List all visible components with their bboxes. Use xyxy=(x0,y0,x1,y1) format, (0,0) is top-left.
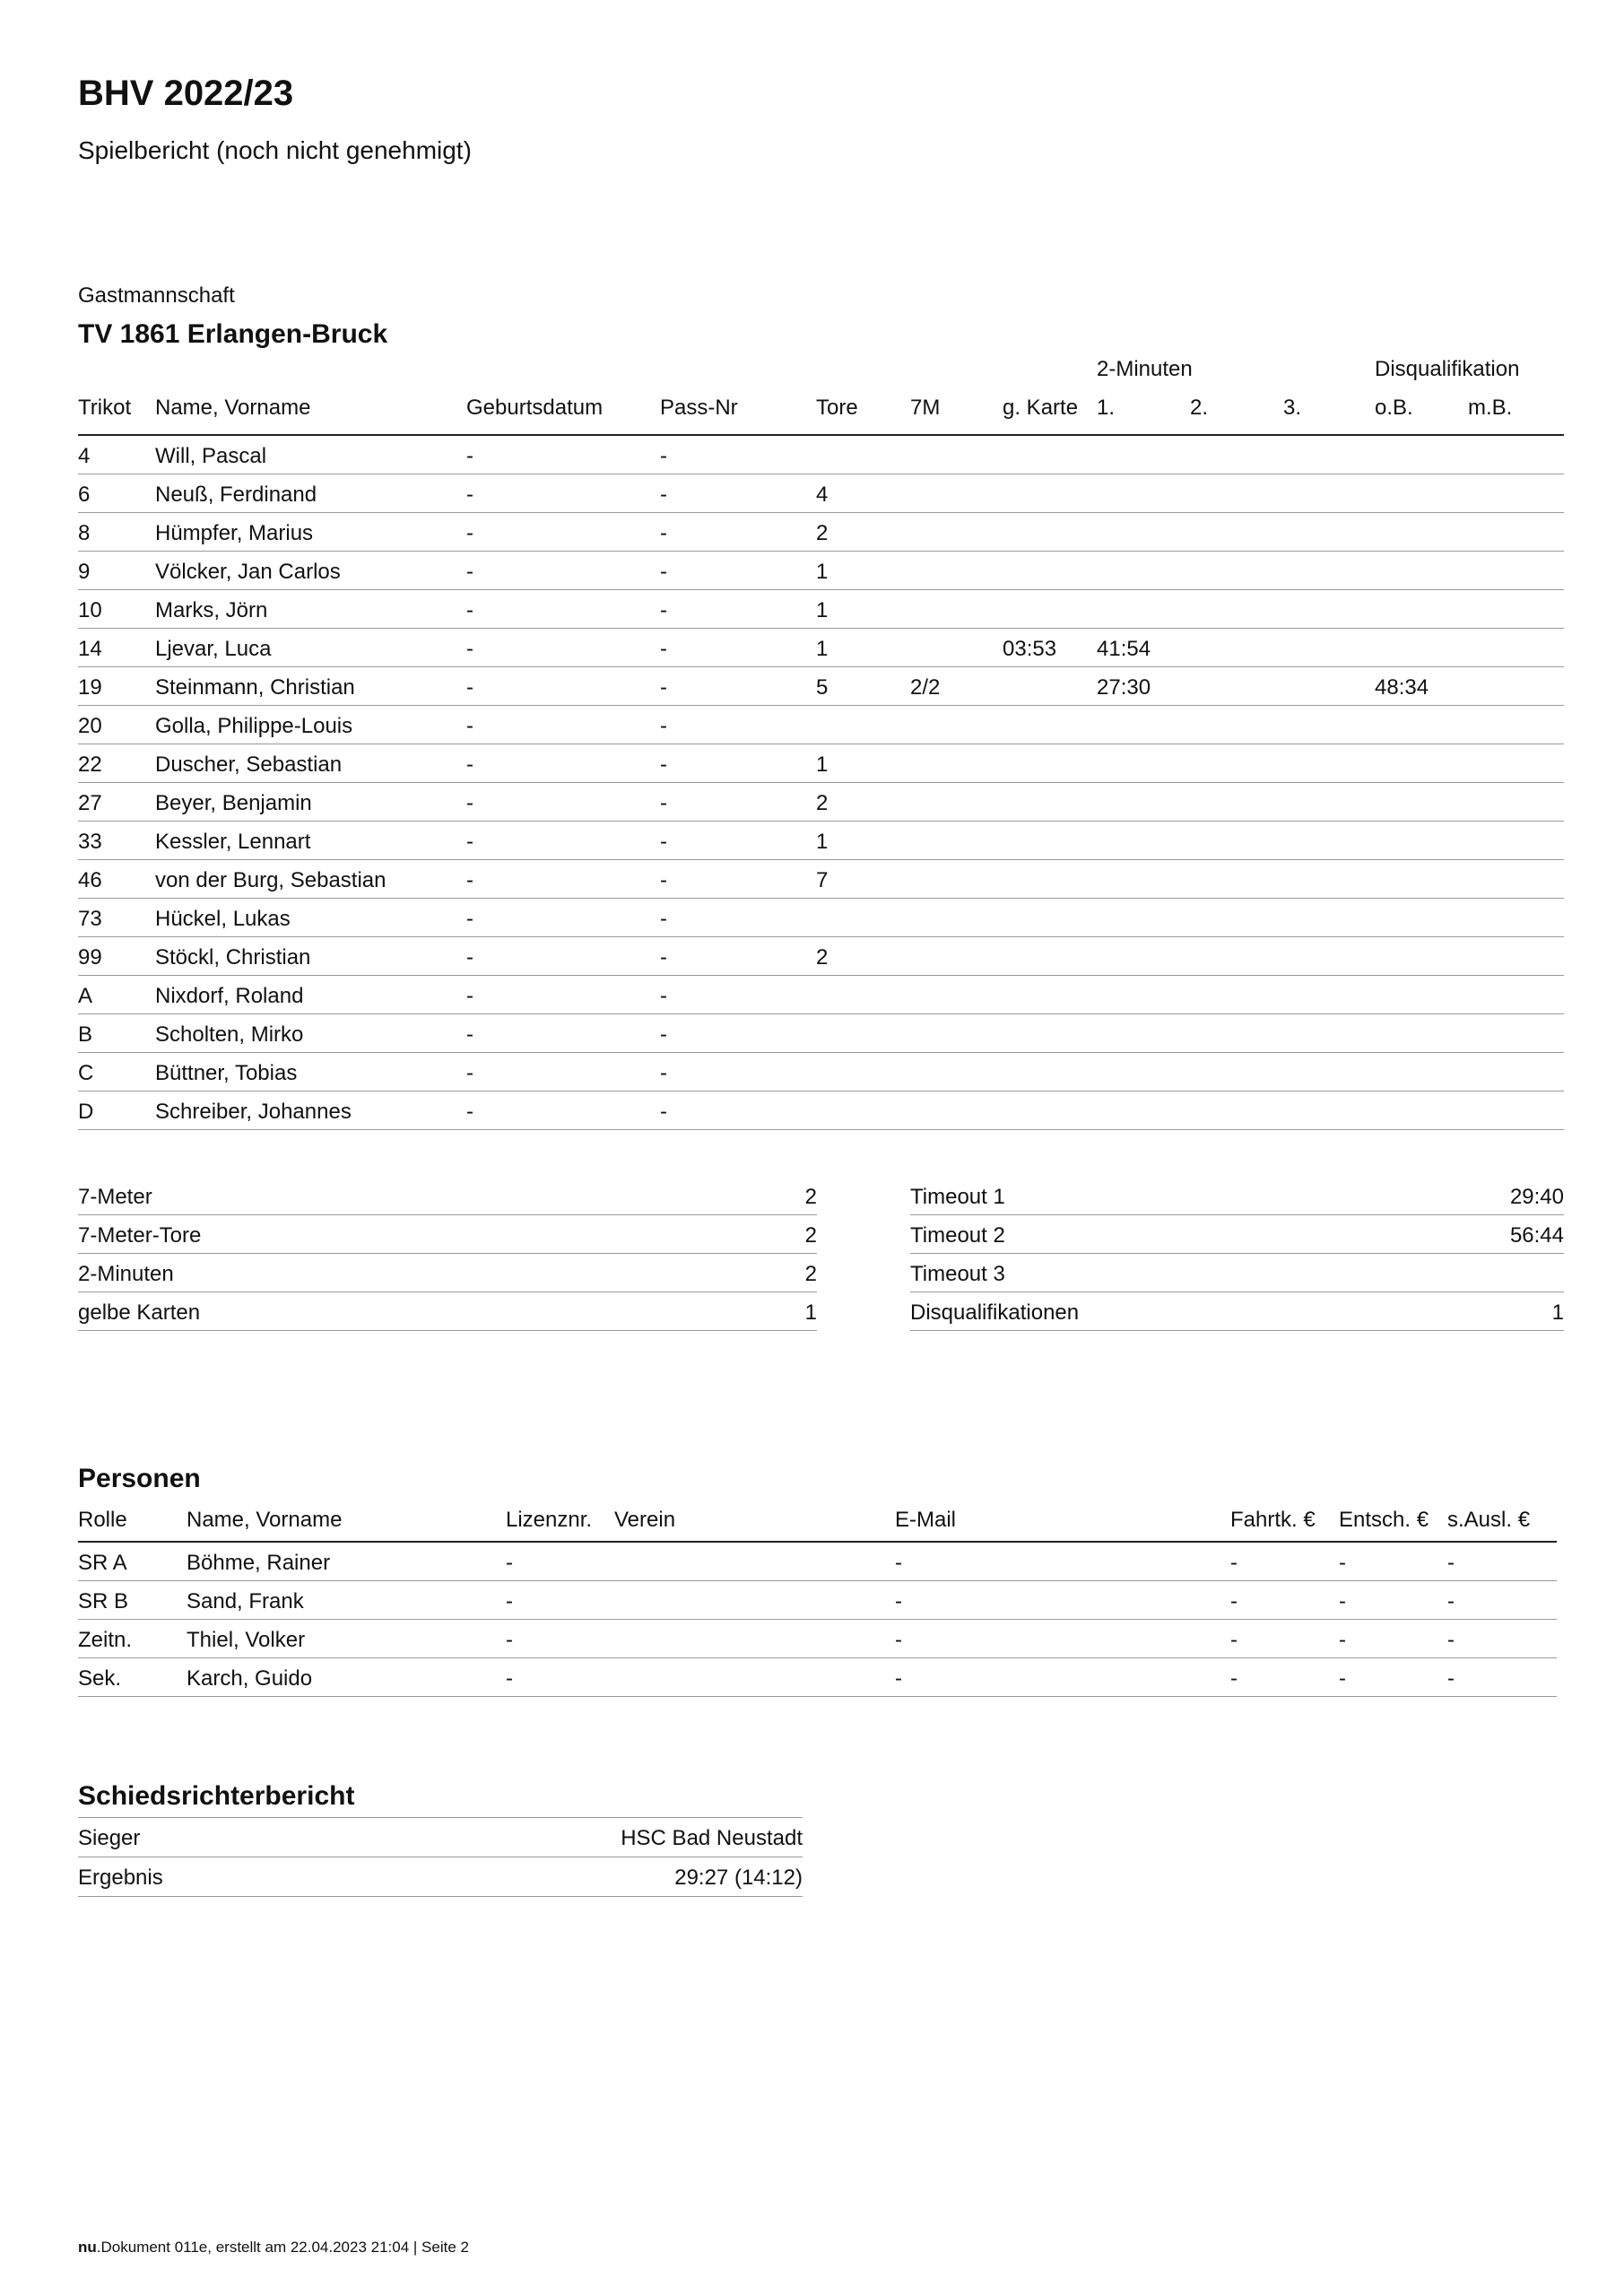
col-header: Tore xyxy=(816,396,858,420)
cell-trikot: A xyxy=(78,984,93,1008)
cell-name: Hückel, Lukas xyxy=(155,907,291,931)
team-caption: Gastmannschaft xyxy=(78,283,235,308)
stat-label: Timeout 1 xyxy=(910,1185,1005,1209)
cell-name: Schreiber, Johannes xyxy=(155,1100,352,1124)
cell-birthdate: - xyxy=(466,907,473,931)
cell-trikot: 20 xyxy=(78,714,102,738)
table-row xyxy=(78,667,1564,706)
stat-label: Timeout 2 xyxy=(910,1223,1005,1248)
cell-birthdate: - xyxy=(466,868,473,892)
report-value: HSC Bad Neustadt xyxy=(621,1826,803,1850)
cell-goals: 1 xyxy=(816,560,829,584)
cell-pass-nr: - xyxy=(660,483,667,507)
cell-name: Völcker, Jan Carlos xyxy=(155,560,341,584)
player-table-header xyxy=(78,395,1564,436)
stat-row xyxy=(78,1177,817,1215)
report-row xyxy=(78,1818,803,1857)
cell-trikot: 46 xyxy=(78,868,102,892)
cell-trikot: 10 xyxy=(78,598,102,622)
cell-trikot: 9 xyxy=(78,560,91,584)
cell-license: - xyxy=(506,1551,513,1575)
table-row xyxy=(78,937,1564,976)
cell-goals: 7 xyxy=(816,868,829,892)
cell-birthdate: - xyxy=(466,945,473,970)
stat-value: 29:40 xyxy=(1509,1185,1564,1209)
cell-trikot: D xyxy=(78,1100,94,1124)
cell-pass-nr: - xyxy=(660,945,667,970)
stat-row xyxy=(78,1292,817,1331)
cell-7m: 2/2 xyxy=(910,675,941,700)
table-row xyxy=(78,822,1564,860)
cell-pass-nr: - xyxy=(660,1022,667,1047)
col-header: o.B. xyxy=(1375,396,1413,420)
cell-birthdate: - xyxy=(466,521,473,545)
cell-name: Steinmann, Christian xyxy=(155,675,355,700)
cell-name: Neuß, Ferdinand xyxy=(155,483,317,507)
cell-birthdate: - xyxy=(466,675,473,700)
report-label: Ergebnis xyxy=(78,1866,163,1890)
cell-compensation: - xyxy=(1339,1666,1346,1691)
table-row xyxy=(78,474,1564,513)
table-row xyxy=(78,899,1564,937)
cell-goals: 2 xyxy=(816,521,829,545)
cell-name: Scholten, Mirko xyxy=(155,1022,304,1047)
group-header-disqualification: Disqualifikation xyxy=(1375,357,1520,381)
cell-pass-nr: - xyxy=(660,598,667,622)
cell-goals: 4 xyxy=(816,483,829,507)
cell-pass-nr: - xyxy=(660,830,667,854)
table-row xyxy=(78,744,1564,783)
cell-name: Will, Pascal xyxy=(155,444,267,468)
cell-trikot: 14 xyxy=(78,637,102,661)
cell-email: - xyxy=(895,1666,902,1691)
table-row xyxy=(78,629,1564,667)
cell-other-expenses: - xyxy=(1447,1589,1455,1613)
cell-birthdate: - xyxy=(466,830,473,854)
cell-birthdate: - xyxy=(466,637,473,661)
cell-trikot: 73 xyxy=(78,907,102,931)
stat-value: 2 xyxy=(804,1185,817,1209)
cell-name: Golla, Philippe-Louis xyxy=(155,714,353,738)
cell-birthdate: - xyxy=(466,483,473,507)
cell-birthdate: - xyxy=(466,1100,473,1124)
col-header: Lizenznr. xyxy=(506,1508,593,1532)
col-header: Trikot xyxy=(78,396,132,420)
stats-left xyxy=(78,1177,817,1331)
stat-row xyxy=(910,1292,1564,1331)
cell-yellow-card: 03:53 xyxy=(1003,637,1057,661)
footer xyxy=(78,2239,469,2257)
stat-value: 2 xyxy=(804,1223,817,1248)
group-header-two-minutes: 2-Minuten xyxy=(1097,357,1193,381)
stats-right xyxy=(910,1177,1564,1331)
col-header: Fahrtk. € xyxy=(1230,1508,1316,1532)
cell-trikot: 27 xyxy=(78,791,102,815)
cell-pass-nr: - xyxy=(660,675,667,700)
col-header: 3. xyxy=(1283,396,1302,420)
cell-trikot: 99 xyxy=(78,945,102,970)
col-header: Name, Vorname xyxy=(155,396,311,420)
stat-row xyxy=(910,1177,1564,1215)
cell-name: Kessler, Lennart xyxy=(155,830,311,854)
cell-birthdate: - xyxy=(466,791,473,815)
col-header: m.B. xyxy=(1468,396,1513,420)
referee-report-heading: Schiedsrichterbericht xyxy=(78,1781,355,1811)
cell-role: Sek. xyxy=(78,1666,122,1691)
persons-rows xyxy=(78,1543,1557,1697)
cell-pass-nr: - xyxy=(660,521,667,545)
cell-trikot: 22 xyxy=(78,752,102,777)
cell-trikot: 33 xyxy=(78,830,102,854)
report-label: Sieger xyxy=(78,1826,141,1850)
col-header: s.Ausl. € xyxy=(1447,1508,1531,1532)
stat-label: Disqualifikationen xyxy=(910,1300,1080,1325)
cell-birthdate: - xyxy=(466,444,473,468)
cell-license: - xyxy=(506,1628,513,1652)
cell-travel-cost: - xyxy=(1230,1551,1238,1575)
report-row xyxy=(78,1857,803,1897)
persons-table xyxy=(78,1500,1557,1697)
table-row xyxy=(78,1581,1557,1620)
cell-name: Marks, Jörn xyxy=(155,598,268,622)
cell-pass-nr: - xyxy=(660,1100,667,1124)
cell-trikot: 6 xyxy=(78,483,91,507)
player-rows xyxy=(78,436,1564,1130)
cell-birthdate: - xyxy=(466,1022,473,1047)
stat-label: 7-Meter-Tore xyxy=(78,1223,202,1248)
cell-goals: 1 xyxy=(816,830,829,854)
cell-pass-nr: - xyxy=(660,1061,667,1085)
col-header: g. Karte xyxy=(1003,396,1079,420)
persons-table-header xyxy=(78,1500,1557,1543)
cell-license: - xyxy=(506,1666,513,1691)
table-row xyxy=(78,1620,1557,1658)
stat-row xyxy=(910,1254,1564,1292)
col-header: 2. xyxy=(1190,396,1209,420)
cell-goals: 1 xyxy=(816,752,829,777)
col-header: Rolle xyxy=(78,1508,127,1532)
stat-value: 56:44 xyxy=(1509,1223,1564,1248)
table-row xyxy=(78,513,1564,552)
table-row xyxy=(78,1543,1557,1581)
cell-trikot: B xyxy=(78,1022,93,1047)
cell-email: - xyxy=(895,1551,902,1575)
cell-birthdate: - xyxy=(466,1061,473,1085)
cell-trikot: C xyxy=(78,1061,94,1085)
col-header: E-Mail xyxy=(895,1508,957,1532)
cell-name: Hümpfer, Marius xyxy=(155,521,314,545)
col-header: Geburtsdatum xyxy=(466,396,604,420)
stat-label: 2-Minuten xyxy=(78,1262,174,1286)
cell-name: von der Burg, Sebastian xyxy=(155,868,386,892)
cell-name: Ljevar, Luca xyxy=(155,637,272,661)
cell-trikot: 4 xyxy=(78,444,91,468)
cell-other-expenses: - xyxy=(1447,1551,1455,1575)
cell-name: Stöckl, Christian xyxy=(155,945,311,970)
cell-role: SR B xyxy=(78,1589,129,1613)
cell-email: - xyxy=(895,1589,902,1613)
cell-pass-nr: - xyxy=(660,444,667,468)
cell-trikot: 19 xyxy=(78,675,102,700)
report-value: 29:27 (14:12) xyxy=(674,1866,803,1890)
col-header: Name, Vorname xyxy=(187,1508,343,1532)
cell-name: Thiel, Volker xyxy=(187,1628,306,1652)
col-header: 7M xyxy=(910,396,941,420)
cell-goals: 5 xyxy=(816,675,829,700)
cell-other-expenses: - xyxy=(1447,1666,1455,1691)
cell-disq-ob: 48:34 xyxy=(1375,675,1429,700)
document-title: BHV 2022/23 xyxy=(78,74,294,113)
cell-name: Karch, Guido xyxy=(187,1666,313,1691)
cell-pass-nr: - xyxy=(660,868,667,892)
cell-travel-cost: - xyxy=(1230,1628,1238,1652)
cell-2min-1: 41:54 xyxy=(1097,637,1151,661)
cell-birthdate: - xyxy=(466,752,473,777)
cell-name: Duscher, Sebastian xyxy=(155,752,343,777)
cell-compensation: - xyxy=(1339,1589,1346,1613)
cell-trikot: 8 xyxy=(78,521,91,545)
table-row xyxy=(78,706,1564,744)
persons-heading: Personen xyxy=(78,1464,201,1493)
table-row xyxy=(78,976,1564,1014)
team-name: TV 1861 Erlangen-Bruck xyxy=(78,319,388,349)
table-row xyxy=(78,590,1564,629)
document-subtitle: Spielbericht (noch nicht genehmigt) xyxy=(78,136,472,164)
stat-label: Timeout 3 xyxy=(910,1262,1005,1286)
cell-travel-cost: - xyxy=(1230,1589,1238,1613)
col-header: Entsch. € xyxy=(1339,1508,1429,1532)
cell-goals: 2 xyxy=(816,945,829,970)
table-row xyxy=(78,1053,1564,1091)
cell-birthdate: - xyxy=(466,984,473,1008)
cell-goals: 2 xyxy=(816,791,829,815)
table-row xyxy=(78,783,1564,822)
cell-pass-nr: - xyxy=(660,907,667,931)
table-row xyxy=(78,552,1564,590)
cell-birthdate: - xyxy=(466,598,473,622)
col-header: 1. xyxy=(1097,396,1116,420)
stat-row xyxy=(78,1254,817,1292)
cell-pass-nr: - xyxy=(660,714,667,738)
cell-birthdate: - xyxy=(466,714,473,738)
cell-goals: 1 xyxy=(816,598,829,622)
cell-pass-nr: - xyxy=(660,752,667,777)
cell-name: Böhme, Rainer xyxy=(187,1551,331,1575)
cell-compensation: - xyxy=(1339,1628,1346,1652)
stat-value: 1 xyxy=(804,1300,817,1325)
cell-role: Zeitn. xyxy=(78,1628,133,1652)
cell-name: Nixdorf, Roland xyxy=(155,984,304,1008)
footer-text: .Dokument 011e, erstellt am 22.04.2023 21:04 | Seite 2 xyxy=(96,2239,469,2256)
cell-pass-nr: - xyxy=(660,560,667,584)
table-row xyxy=(78,1658,1557,1697)
referee-report-table xyxy=(78,1817,803,1897)
cell-license: - xyxy=(506,1589,513,1613)
cell-pass-nr: - xyxy=(660,637,667,661)
cell-2min-1: 27:30 xyxy=(1097,675,1151,700)
col-header: Verein xyxy=(614,1508,676,1532)
stat-value: 2 xyxy=(804,1262,817,1286)
cell-name: Sand, Frank xyxy=(187,1589,304,1613)
stat-label: 7-Meter xyxy=(78,1185,152,1209)
cell-role: SR A xyxy=(78,1551,127,1575)
stat-value: 1 xyxy=(1551,1300,1564,1325)
cell-compensation: - xyxy=(1339,1551,1346,1575)
table-row xyxy=(78,1091,1564,1130)
table-row xyxy=(78,1014,1564,1053)
cell-travel-cost: - xyxy=(1230,1666,1238,1691)
cell-pass-nr: - xyxy=(660,984,667,1008)
table-row xyxy=(78,860,1564,899)
stat-row xyxy=(78,1215,817,1254)
cell-goals: 1 xyxy=(816,637,829,661)
cell-name: Beyer, Benjamin xyxy=(155,791,312,815)
cell-other-expenses: - xyxy=(1447,1628,1455,1652)
cell-email: - xyxy=(895,1628,902,1652)
cell-pass-nr: - xyxy=(660,791,667,815)
table-row xyxy=(78,436,1564,474)
cell-name: Büttner, Tobias xyxy=(155,1061,298,1085)
stat-label: gelbe Karten xyxy=(78,1300,201,1325)
col-header: Pass-Nr xyxy=(660,396,738,420)
footer-brand: nu xyxy=(78,2239,97,2256)
stat-row xyxy=(910,1215,1564,1254)
cell-birthdate: - xyxy=(466,560,473,584)
